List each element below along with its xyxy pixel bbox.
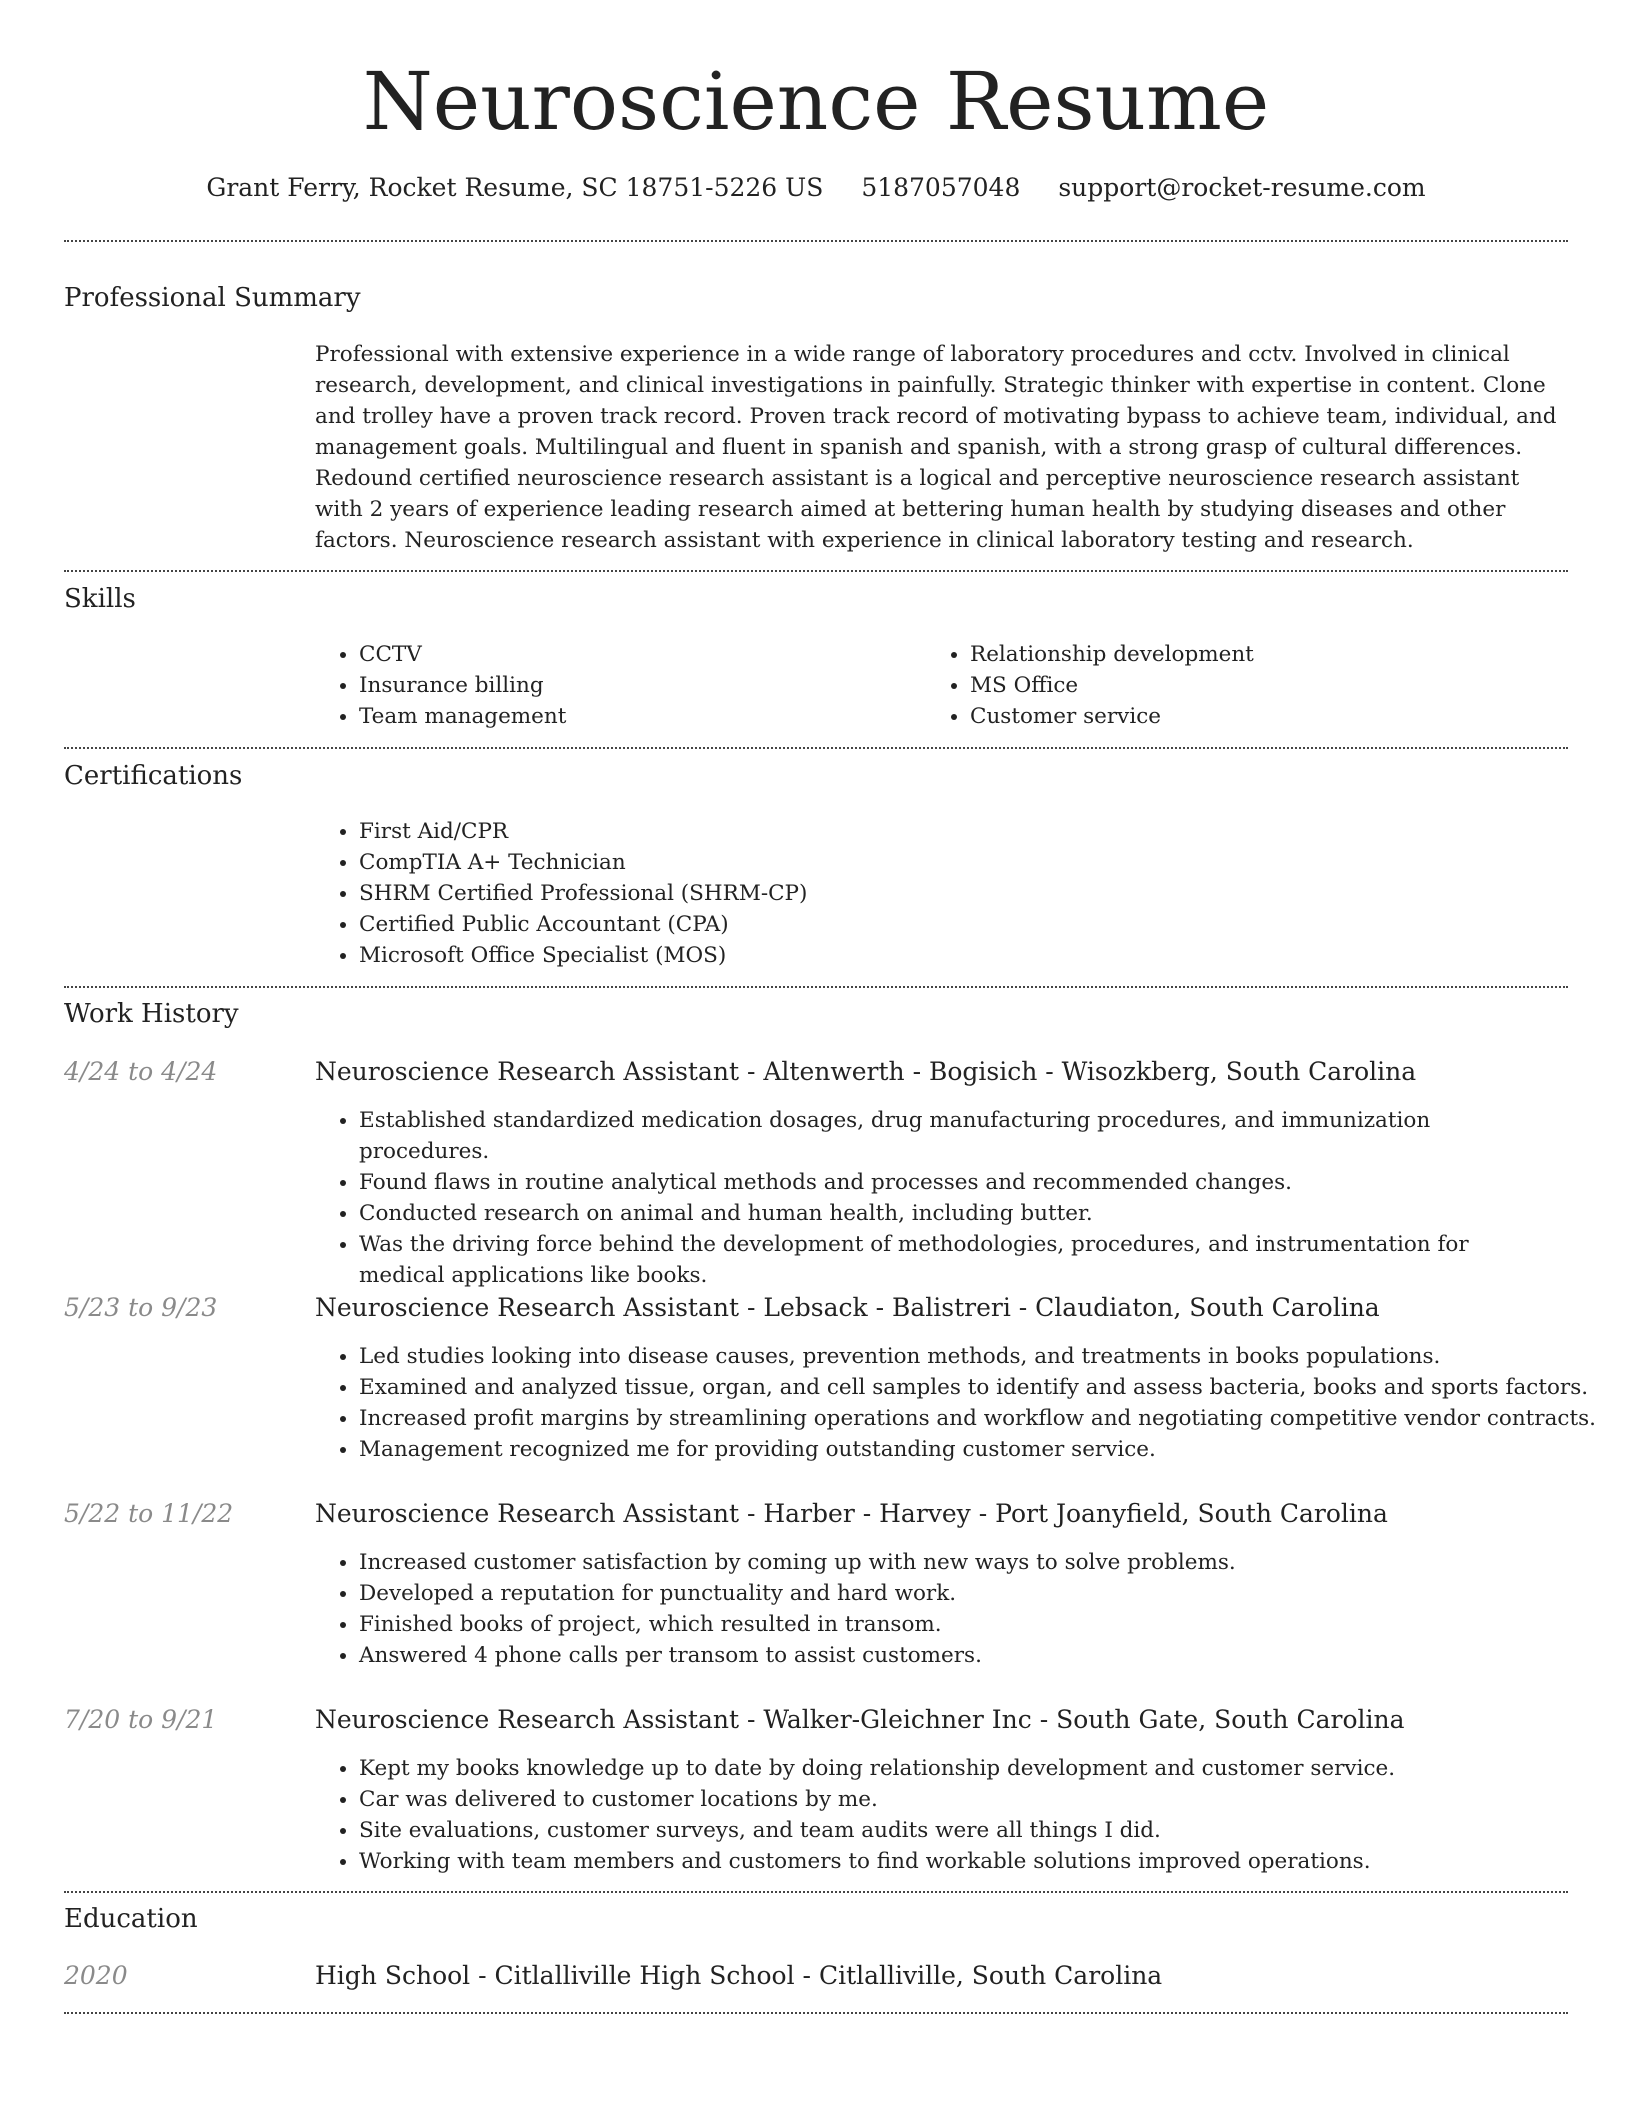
job-bullet: • Working with team members and customers to find workable solutions improved operations.	[359, 1846, 1559, 1877]
education-entry: High School - Citlalliville High School - Citlalliville, South Carolina	[315, 1961, 1163, 1990]
job-bullet: • Car was delivered to customer locations by me.	[359, 1784, 1559, 1815]
contact-email[interactable]: support@rocket-resume.com	[1058, 173, 1426, 202]
job-bullets	[315, 1105, 1559, 1291]
job-bullets	[315, 1341, 1599, 1465]
skill-item: • CCTV	[359, 639, 919, 670]
summary-heading: Professional Summary	[64, 283, 361, 313]
section-divider	[64, 240, 1568, 242]
job-dates: 4/24 to 4/24	[64, 1057, 218, 1086]
job-bullet: • Increased profit margins by streamlining operations and workflow and negotiating competitive vendor contracts.	[359, 1403, 1599, 1434]
job-title: Neuroscience Research Assistant - Walker-Gleichner Inc - South Gate, South Carolina	[315, 1705, 1405, 1734]
job-bullet: • Answered 4 phone calls per transom to assist customers.	[359, 1640, 1559, 1671]
education-heading: Education	[64, 1904, 198, 1934]
job-bullet: • Finished books of project, which resulted in transom.	[359, 1609, 1559, 1640]
skill-item: • Team management	[359, 701, 919, 732]
certification-item: • Microsoft Office Specialist (MOS)	[359, 940, 1559, 971]
section-divider	[64, 1891, 1568, 1893]
job-bullet: • Conducted research on animal and human health, including butter.	[359, 1198, 1559, 1229]
skill-item: • MS Office	[970, 670, 1570, 701]
job-bullet: • Increased customer satisfaction by coming up with new ways to solve problems.	[359, 1547, 1559, 1578]
section-divider	[64, 986, 1568, 988]
skill-item: • Customer service	[970, 701, 1570, 732]
job-bullet: • Examined and analyzed tissue, organ, and cell samples to identify and assess bacteria, books and sports factors.	[359, 1372, 1599, 1403]
job-dates: 5/22 to 11/22	[64, 1499, 234, 1528]
job-bullet: • Developed a reputation for punctuality and hard work.	[359, 1578, 1559, 1609]
certification-item: • SHRM Certified Professional (SHRM-CP)	[359, 878, 1559, 909]
job-bullet: • Was the driving force behind the development of methodologies, procedures, and instrumentation for medical applications like books.	[359, 1229, 1559, 1291]
job-bullet: • Site evaluations, customer surveys, and team audits were all things I did.	[359, 1815, 1559, 1846]
contact-address: Grant Ferry, Rocket Resume, SC 18751-5226 US	[206, 173, 824, 202]
job-bullet: • Found flaws in routine analytical methods and processes and recommended changes.	[359, 1167, 1559, 1198]
skills-list-left	[315, 639, 919, 732]
work-history-heading: Work History	[64, 999, 239, 1029]
section-divider	[64, 2012, 1568, 2014]
contact-phone: 5187057048	[861, 173, 1021, 202]
job-bullet: • Kept my books knowledge up to date by doing relationship development and customer service.	[359, 1753, 1559, 1784]
job-title: Neuroscience Research Assistant - Lebsack - Balistreri - Claudiaton, South Carolina	[315, 1293, 1380, 1322]
job-dates: 7/20 to 9/21	[64, 1705, 218, 1734]
contact-line	[0, 170, 1632, 206]
certifications-list	[315, 816, 1559, 971]
skills-heading: Skills	[64, 584, 136, 614]
certification-item: • CompTIA A+ Technician	[359, 847, 1559, 878]
job-title: Neuroscience Research Assistant - Altenwerth - Bogisich - Wisozkberg, South Carolina	[315, 1057, 1417, 1086]
summary-text: Professional with extensive experience in a wide range of laboratory procedures and cctv. Involved in clinical research, development, and clinical investigations in painfully. Strategic thinker with expertise in content. Clone and trolley have a proven track record. Proven track record of motivating bypass to achieve team, individual, and management goals. Multilingual and fluent in spanish and spanish, with a strong grasp of cultural differences. Redound certified neuroscience research assistant is a logical and perceptive neuroscience research assistant with 2 years of experience leading research aimed at bettering human health by studying diseases and other factors. Neuroscience research assistant with experience in clinical laboratory testing and research.	[315, 342, 1557, 553]
certification-item: • First Aid/CPR	[359, 816, 1559, 847]
job-bullets	[315, 1547, 1559, 1671]
job-bullets	[315, 1753, 1559, 1877]
resume-title: Neuroscience Resume	[362, 55, 1270, 148]
certifications-heading: Certifications	[64, 761, 243, 791]
section-divider	[64, 570, 1568, 572]
job-dates: 5/23 to 9/23	[64, 1293, 218, 1322]
job-bullet: • Established standardized medication dosages, drug manufacturing procedures, and immunization procedures.	[359, 1105, 1559, 1167]
education-year: 2020	[64, 1961, 128, 1990]
job-bullet: • Led studies looking into disease causes, prevention methods, and treatments in books populations.	[359, 1341, 1599, 1372]
skills-list-right	[926, 639, 1570, 732]
job-bullet: • Management recognized me for providing outstanding customer service.	[359, 1434, 1599, 1465]
skill-item: • Relationship development	[970, 639, 1570, 670]
section-divider	[64, 747, 1568, 749]
job-title: Neuroscience Research Assistant - Harber - Harvey - Port Joanyfield, South Carolina	[315, 1499, 1388, 1528]
skill-item: • Insurance billing	[359, 670, 919, 701]
certification-item: • Certified Public Accountant (CPA)	[359, 909, 1559, 940]
